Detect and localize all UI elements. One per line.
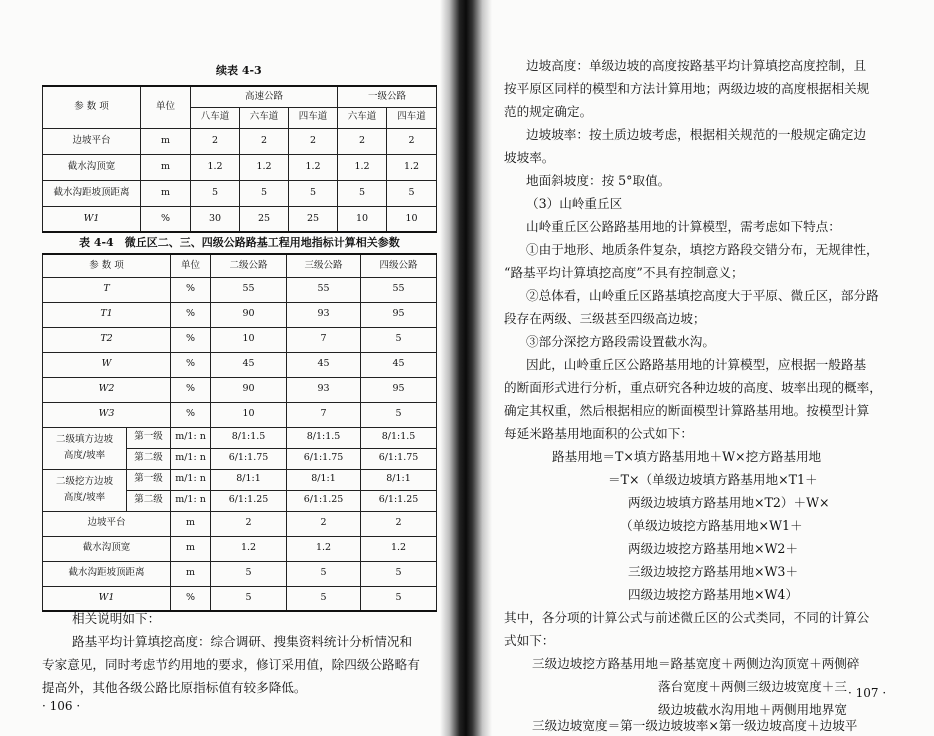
subheader-cell: 八车道 — [191, 107, 240, 128]
header-class4: 四级公路 — [361, 254, 437, 277]
header-expressway: 高速公路 — [191, 86, 338, 107]
cell: 8/1:1 — [287, 469, 361, 490]
cell: 25 — [240, 206, 289, 232]
table-row — [43, 206, 437, 232]
header-param: 参 数 项 — [43, 254, 171, 277]
cell: 93 — [287, 377, 361, 402]
level-label: 第二级 — [127, 490, 171, 511]
row-unit: % — [171, 277, 211, 302]
cell: 5 — [361, 327, 437, 352]
body-line: 范的规定确定。 — [504, 104, 593, 119]
notes-heading: 相关说明如下： — [72, 611, 161, 626]
cell: 2 — [289, 128, 338, 154]
header-class3: 三级公路 — [287, 254, 361, 277]
cell: 25 — [289, 206, 338, 232]
cell: 90 — [211, 302, 287, 327]
row-label: T — [43, 277, 171, 302]
cell: 1.2 — [338, 154, 387, 180]
cell: 7 — [287, 402, 361, 427]
cell: 10 — [211, 327, 287, 352]
row-label: W1 — [43, 586, 171, 611]
formula-line: 三级边坡宽度＝第一级边坡坡率×第一级边坡高度＋边坡平 — [532, 718, 858, 733]
row-unit: % — [141, 206, 191, 232]
cell: 1.2 — [211, 536, 287, 561]
table-row — [43, 377, 437, 402]
cell: 5 — [211, 561, 287, 586]
row-unit: m — [171, 536, 211, 561]
cell: 2 — [191, 128, 240, 154]
cell: 5 — [361, 561, 437, 586]
body-line: 确定其权重，然后根据相应的断面模型计算路基用地。按模型计算 — [504, 403, 870, 418]
cell: 6/1:1.25 — [287, 490, 361, 511]
cell: 2 — [287, 511, 361, 536]
body-line: 路基平均计算填挖高度：综合调研、搜集资料统计分析情况和 — [72, 634, 413, 649]
row-unit: m — [141, 154, 191, 180]
row-unit: % — [171, 352, 211, 377]
cell: 5 — [287, 586, 361, 611]
table-row — [43, 277, 437, 302]
table-row — [43, 427, 437, 448]
cell: 8/1:1.5 — [287, 427, 361, 448]
table-4-3-caption: 续表 4-3 — [216, 64, 262, 77]
table-row — [43, 352, 437, 377]
cell: 8/1:1.5 — [361, 427, 437, 448]
body-line: 因此，山岭重丘区公路路基用地的计算模型，应根据一般路基 — [526, 357, 867, 372]
row-unit: m/1: n — [171, 490, 211, 511]
group-label-line: 二级填方边坡 — [55, 433, 113, 445]
cell: 55 — [211, 277, 287, 302]
cell: 2 — [361, 511, 437, 536]
table-row — [43, 302, 437, 327]
formula-line: （单级边坡挖方路基用地×W1＋ — [620, 518, 803, 533]
cell: 6/1:1.75 — [211, 448, 287, 469]
cell: 2 — [387, 128, 437, 154]
body-line: 地面斜坡度：按 5°取值。 — [526, 173, 671, 188]
left-page — [0, 0, 452, 736]
body-line: 的断面形式进行分析，重点研究各种边坡的高度、坡率出现的概率， — [504, 380, 882, 395]
body-line: 段存在两级、三级甚至四级高边坡； — [504, 311, 706, 326]
cut-slope-group-label — [43, 469, 127, 511]
body-line: 坡坡率。 — [504, 150, 555, 165]
cell: 55 — [361, 277, 437, 302]
body-line: 按平原区同样的模型和方法计算用地；两级边坡的高度根据相关规 — [504, 81, 870, 96]
group-label-line: 高度/坡率 — [63, 450, 106, 461]
row-label: 边坡平台 — [43, 128, 141, 154]
row-unit: m/1: n — [171, 427, 211, 448]
table-row — [43, 469, 437, 490]
cell: 5 — [287, 561, 361, 586]
book-gutter — [440, 0, 492, 736]
row-label: 截水沟顶宽 — [43, 154, 141, 180]
body-line: 提高外，其他各级公路比原指标值有较多降低。 — [42, 680, 307, 695]
body-line: 边坡坡率：按土质边坡考虑，根据相关规范的一般规定确定边 — [526, 127, 867, 142]
cell: 90 — [211, 377, 287, 402]
row-unit: % — [171, 302, 211, 327]
formula-line: 三级边坡挖方路基用地＝路基宽度＋两侧边沟顶宽＋两侧碎 — [532, 656, 860, 671]
cell: 1.2 — [287, 536, 361, 561]
body-line: ③部分深挖方路段需设置截水沟。 — [526, 334, 715, 349]
cell: 8/1:1 — [211, 469, 287, 490]
row-label: 截水沟距坡顶距离 — [43, 561, 171, 586]
formula-line: 级边坡截水沟用地＋两侧用地界宽 — [658, 702, 847, 717]
row-label: W — [43, 352, 171, 377]
row-label: W2 — [43, 377, 171, 402]
row-unit: m/1: n — [171, 469, 211, 490]
header-class2: 二级公路 — [211, 254, 287, 277]
row-unit: % — [171, 402, 211, 427]
table-4-4-caption: 表 4-4 微丘区二、三、四级公路路基工程用地指标计算相关参数 — [79, 236, 400, 249]
table-row — [43, 128, 437, 154]
cell: 45 — [287, 352, 361, 377]
formula-line: 路基用地＝T×填方路基用地＋W×挖方路基用地 — [552, 449, 822, 464]
cell: 7 — [287, 327, 361, 352]
table-row — [43, 561, 437, 586]
cell: 2 — [211, 511, 287, 536]
table-4-3 — [42, 85, 437, 233]
row-label: W3 — [43, 402, 171, 427]
cell: 6/1:1.25 — [361, 490, 437, 511]
cell: 45 — [361, 352, 437, 377]
header-param: 参 数 项 — [43, 86, 141, 128]
body-line: 式如下： — [504, 633, 555, 648]
subheader-cell: 六车道 — [240, 107, 289, 128]
cell: 5 — [361, 586, 437, 611]
row-label: W1 — [43, 206, 141, 232]
cell: 10 — [338, 206, 387, 232]
cell: 5 — [361, 402, 437, 427]
formula-line: 四级边坡挖方路基用地×W4） — [628, 587, 799, 602]
row-unit: % — [171, 327, 211, 352]
subheader-cell: 四车道 — [289, 107, 338, 128]
cell: 6/1:1.75 — [287, 448, 361, 469]
body-line: 其中，各分项的计算公式与前述微丘区的公式类同，不同的计算公 — [504, 610, 870, 625]
body-line: 每延米路基用地面积的公式如下： — [504, 426, 693, 441]
row-label: T1 — [43, 302, 171, 327]
header-row — [43, 254, 437, 277]
group-label-line: 二级挖方边坡 — [55, 475, 113, 487]
row-unit: m/1: n — [171, 448, 211, 469]
body-line: “路基平均计算填挖高度”不具有控制意义； — [504, 265, 744, 280]
cell: 6/1:1.25 — [211, 490, 287, 511]
table-row — [43, 154, 437, 180]
body-line: 专家意见，同时考虑节约用地的要求，修订采用值，除四级公路略有 — [42, 657, 420, 672]
body-line: ②总体看，山岭重丘区路基填挖高度大于平原、微丘区，部分路 — [526, 288, 879, 303]
cell: 10 — [211, 402, 287, 427]
row-label: 截水沟距坡顶距离 — [43, 180, 141, 206]
cell: 1.2 — [240, 154, 289, 180]
row-label: T2 — [43, 327, 171, 352]
cell: 30 — [191, 206, 240, 232]
row-unit: m — [141, 180, 191, 206]
subheader-cell: 四车道 — [387, 107, 437, 128]
cell: 5 — [191, 180, 240, 206]
group-label-line: 高度/坡率 — [63, 492, 106, 503]
cell: 45 — [211, 352, 287, 377]
body-line: ①由于地形、地质条件复杂，填挖方路段交错分布，无规律性， — [526, 242, 879, 257]
body-line: 边坡高度：单级边坡的高度按路基平均计算填挖高度控制，且 — [526, 58, 867, 73]
row-unit: m — [171, 511, 211, 536]
row-unit: % — [171, 377, 211, 402]
cell: 5 — [338, 180, 387, 206]
formula-line: 两级边坡填方路基用地×T2）＋W× — [628, 495, 830, 510]
cell: 1.2 — [289, 154, 338, 180]
table-4-4 — [42, 253, 437, 612]
cell: 6/1:1.75 — [361, 448, 437, 469]
page-number: · 106 · — [42, 699, 81, 713]
fill-slope-group-label — [43, 427, 127, 469]
right-page — [452, 0, 934, 736]
row-label: 截水沟顶宽 — [43, 536, 171, 561]
table-row — [43, 180, 437, 206]
section-heading: （3）山岭重丘区 — [526, 196, 623, 211]
cell: 5 — [387, 180, 437, 206]
cell: 5 — [211, 586, 287, 611]
formula-line: 两级边坡挖方路基用地×W2＋ — [628, 541, 799, 556]
table-row — [43, 536, 437, 561]
cell: 95 — [361, 302, 437, 327]
subheader-cell: 六车道 — [338, 107, 387, 128]
row-unit: % — [171, 586, 211, 611]
formula-line: ＝T×（单级边坡填方路基用地×T1＋ — [608, 472, 818, 487]
level-label: 第一级 — [127, 469, 171, 490]
row-unit: m — [171, 561, 211, 586]
header-class1: 一级公路 — [338, 86, 437, 107]
cell: 95 — [361, 377, 437, 402]
cell: 8/1:1 — [361, 469, 437, 490]
level-label: 第二级 — [127, 448, 171, 469]
page-number: · 107 · — [848, 686, 887, 700]
cell: 1.2 — [191, 154, 240, 180]
row-label: 边坡平台 — [43, 511, 171, 536]
header-unit: 单位 — [171, 254, 211, 277]
table-row — [43, 327, 437, 352]
cell: 2 — [338, 128, 387, 154]
cell: 10 — [387, 206, 437, 232]
cell: 1.2 — [387, 154, 437, 180]
cell: 93 — [287, 302, 361, 327]
cell: 2 — [240, 128, 289, 154]
header-unit: 单位 — [141, 86, 191, 128]
cell: 5 — [240, 180, 289, 206]
cell: 55 — [287, 277, 361, 302]
cell: 1.2 — [361, 536, 437, 561]
cell: 8/1:1.5 — [211, 427, 287, 448]
level-label: 第一级 — [127, 427, 171, 448]
body-line: 山岭重丘区公路路基用地的计算模型，需考虑如下特点： — [526, 219, 841, 234]
formula-line: 落台宽度＋两侧三级边坡宽度＋三 — [658, 679, 847, 694]
row-unit: m — [141, 128, 191, 154]
cell: 5 — [289, 180, 338, 206]
table-row — [43, 402, 437, 427]
table-row — [43, 511, 437, 536]
formula-line: 三级边坡挖方路基用地×W3＋ — [628, 564, 799, 579]
